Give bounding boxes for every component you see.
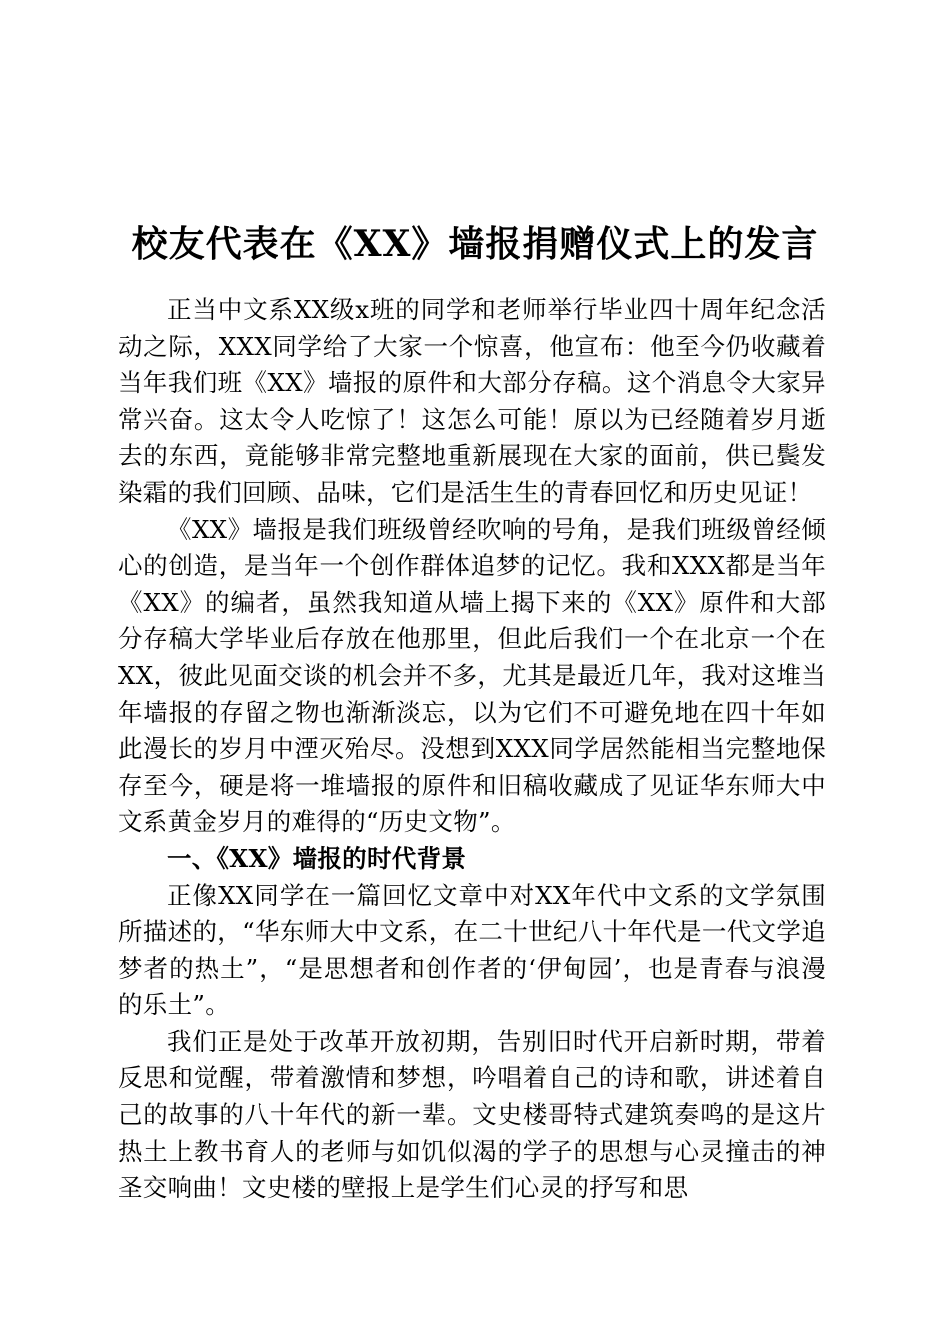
paragraph-4: 我们正是处于改革开放初期，告别旧时代开启新时期，带着反思和觉醒，带着激情和梦想，吟唱着自己的诗和歌，讲述着自己的故事的八十年代的新一辈。文史楼哥特式建筑奏鸣的是这片热土上教书育人的老师与如饥似渴的学子的思想与心灵撞击的神圣交响曲！文史楼的壁报上是学生们心灵的抒写和思 bbox=[118, 1026, 826, 1203]
paragraph-1: 正当中文系XX级x班的同学和老师举行毕业四十周年纪念活动之际，XXX同学给了大家一个惊喜，他宣布：他至今仍收藏着当年我们班《XX》墙报的原件和大部分存稿。这个消息令大家异常兴奋。这太令人吃惊了！这怎么可能！原以为已经随着岁月逝去的东西，竟能够非常完整地重新展现在大家的面前，供已鬓发染霜的我们回顾、品味，它们是活生生的青春回忆和历史见证！ bbox=[118, 295, 826, 507]
paragraph-3: 正像XX同学在一篇回忆文章中对XX年代中文系的文学氛围所描述的，“华东师大中文系，在二十世纪八十年代是一代文学追梦者的热土”，“是思想者和创作者的‘伊甸园’，也是青春与浪漫的乐土”。 bbox=[118, 880, 826, 1020]
paragraph-2: 《XX》墙报是我们班级曾经吹响的号角，是我们班级曾经倾心的创造，是当年一个创作群体追梦的记忆。我和XXX都是当年《XX》的编者，虽然我知道从墙上揭下来的《XX》原件和大部分存稿大学毕业后存放在他那里，但此后我们一个在北京一个在XX，彼此见面交谈的机会并不多，尤其是最近几年，我对这堆当年墙报的存留之物也渐渐淡忘，以为它们不可避免地在四十年如此漫长的岁月中湮灭殆尽。没想到XXX同学居然能相当完整地保存至今，硬是将一堆墙报的原件和旧稿收藏成了见证华东师大中文系黄金岁月的难得的“历史文物”。 bbox=[118, 514, 826, 837]
document-body bbox=[118, 292, 826, 1207]
section-heading: 一、《XX》墙报的时代背景 bbox=[167, 843, 467, 873]
document-title: 校友代表在《XX》墙报捐赠仪式上的发言 bbox=[131, 223, 819, 266]
